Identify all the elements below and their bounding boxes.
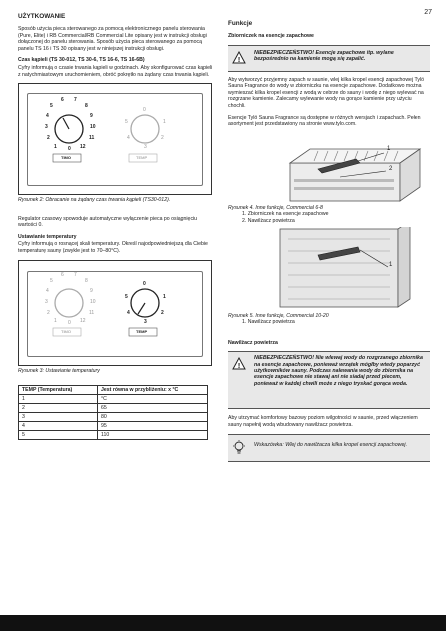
table-cell: 4 — [19, 421, 98, 430]
section-title-usage: UŻYTKOWANIE — [18, 13, 66, 20]
table-cell: 2 — [19, 403, 98, 412]
callout-number: 1 — [387, 145, 391, 152]
temperature-table — [18, 385, 208, 440]
heating-time-title: Czas kąpieli (TS 30-012, TS 30-6, TS 16-6, TS 16-6B) — [18, 57, 145, 64]
table-row — [19, 421, 208, 430]
dial-num: 12 — [80, 144, 86, 151]
dial-num: 5 — [50, 277, 53, 284]
table-cell: 80 — [98, 412, 208, 421]
heating-time-text: Cyfry informują o czasie trwania kąpieli w godzinach. Aby skonfigurować czas kąpieli z natychmiastowym uruchomieniem, obróć pokrętło na żądany czas trwania kąpieli. — [18, 64, 213, 78]
left-column — [18, 13, 214, 440]
dial-num: 2 — [47, 309, 50, 316]
dial-num: 9 — [90, 113, 93, 120]
dial-num: 8 — [85, 103, 88, 110]
figure-5-item: 1. Nawilżacz powietrza — [242, 319, 295, 326]
figure-4-item: 1. Zbiorniczek na esencje zapachowe — [242, 211, 329, 218]
dial-num: 6 — [61, 97, 64, 104]
danger-box-humidifier — [228, 351, 430, 409]
figure-3-panel — [18, 260, 212, 366]
dial-num: 4 — [46, 287, 49, 294]
dial-num: 2 — [47, 135, 50, 142]
temp-setting-title: Ustawianie temperatury — [18, 233, 77, 240]
temp-label: TEMP — [136, 155, 148, 161]
dial-num: 3 — [45, 298, 48, 305]
table-cell: 110 — [98, 430, 208, 439]
dial-num: 3 — [45, 124, 48, 131]
table-cell: 95 — [98, 421, 208, 430]
figure-3-caption: Rysunek 3: Ustawianie temperatury — [18, 367, 100, 374]
table-header-row — [19, 385, 208, 394]
dial-num: 7 — [74, 97, 77, 104]
table-cell: 5 — [19, 430, 98, 439]
fragrance-text-2: Esencje Tylö Sauna Fragrance są dostępne w różnych wersjach i zapachach. Pełen asortyment jest przedstawiony na stronie www.tylo.com. — [228, 114, 421, 128]
dial-num: 5 — [125, 293, 128, 300]
tip-box — [228, 434, 430, 462]
dial-num: 0 — [143, 107, 146, 114]
table-header-cell: Jest równa w przybliżeniu: x °C — [98, 385, 208, 394]
usage-intro: Sposób użycia pieca sterowanego za pomocą elektronicznego panelu sterowania (Pure, Elite) i RB Commercial/RB Commercial Lite opisany jest w instrukcji obsługi dołączonej do panelu sterowania. Sposób użycia pieca sterowanego za pomocą panelu TS 16 i TS 30 opisany jest w niniejszej instrukcji obsługi. — [18, 26, 207, 52]
dial-num: 5 — [125, 119, 128, 126]
temp-setting-text: Cyfry informują o rosnącej skali temperatury. Określ najodpowiedniejszą dla Ciebie temperaturę sauny (zwykle jest to 70–80°C). — [18, 241, 208, 254]
dial-num: 10 — [90, 124, 96, 131]
section-title-functions: Funkcje — [228, 20, 253, 27]
svg-text:!: ! — [237, 56, 241, 64]
svg-text:!: ! — [237, 363, 241, 371]
figure-4-illustration — [228, 133, 428, 203]
dial-num: 0 — [143, 280, 146, 287]
dial-num: 0 — [68, 146, 71, 153]
page-footer-bar — [0, 615, 446, 631]
dial-num: 11 — [89, 135, 95, 142]
table-cell: 65 — [98, 403, 208, 412]
dial-num: 1 — [163, 293, 166, 300]
heater-commercial-6-8-drawing — [228, 133, 428, 203]
humidifier-text: Aby utrzymać komfortowy bazowy poziom wilgotności w saunie, przed włączeniem sauny napełnij wodą wbudowany nawilżacz powietrza. — [228, 415, 418, 428]
dial-num: 3 — [144, 318, 147, 325]
timer-text: Regulator czasowy spowoduje automatyczne wyłączenie pieca po osiągnięciu wartości 0. — [18, 215, 198, 229]
table-header-cell: TEMP (Temperatura) — [19, 385, 98, 394]
dial-num: 4 — [46, 113, 49, 120]
lightbulb-icon — [232, 440, 246, 456]
dial-num: 1 — [54, 144, 57, 151]
dial-num: 9 — [90, 287, 93, 294]
dial-num: 3 — [144, 144, 147, 151]
dial-num: 5 — [50, 103, 53, 110]
humidifier-title: Nawilżacz powietrza — [228, 339, 278, 346]
dial-num: 8 — [85, 277, 88, 284]
dial-num: 7 — [74, 271, 77, 278]
danger-box-fragrance — [228, 45, 430, 72]
callout-number: 2 — [389, 165, 393, 172]
timer-label: TIMO — [61, 155, 71, 161]
table-row — [19, 403, 208, 412]
dial-num: 10 — [90, 298, 96, 305]
table-cell: °C — [98, 394, 208, 403]
dial-num: 4 — [127, 135, 130, 142]
danger-text: NIEBEZPIECZEŃSTWO! Nie wlewaj wody do rozgrzanego zbiornika na esencje zapachowe, ponieważ wrzątek mógłby wtedy poparzyć użytkowników sauny. Podczas nalewania wody do zbiornika na esencje zapachowe nie stawaj ani nie siadaj przed piecem, ponieważ w każdej chwili może z niego tryskać gorąca woda. — [254, 355, 423, 387]
figure-4-caption: Rysunek 4. Inne funkcje, Commercial 6-8 — [228, 204, 323, 211]
figure-4-item: 2. Nawilżacz powietrza — [242, 217, 295, 224]
fragrance-container-title: Zbiorniczek na esencje zapachowe — [228, 33, 314, 39]
table-cell: 1 — [19, 394, 98, 403]
dial-num: 0 — [68, 319, 71, 326]
callout-number: 1 — [389, 261, 393, 268]
dial-num: 1 — [54, 317, 57, 324]
page-number: 27 — [424, 9, 432, 16]
warning-icon — [232, 357, 246, 370]
dial-num: 6 — [61, 271, 64, 278]
figure-5-illustration — [228, 227, 428, 311]
dial-num: 12 — [80, 317, 86, 324]
heater-commercial-10-20-drawing — [228, 227, 428, 311]
timer-label: TIMO — [61, 328, 71, 334]
dial-num: 4 — [127, 309, 130, 316]
fragrance-text: Aby wytworzyć przyjemny zapach w saunie, wlej kilka kropel esencji zapachowej Tylö Sauna Fragrance do wody w zbiorniczku na esencje zapachowe. Dodatkowo można wymieszać kilka kropel esencji z wodą w cebrze do sauny i wodę z niego wylewać na rozgrzane kamienie. Zalecamy wylewanie wody na gorące kamienie przy użyciu chochli. — [228, 76, 424, 109]
dial-num: 11 — [89, 309, 95, 316]
tip-text: Wskazówka: Wlej do nawilżacza kilka kropel esencji zapachowej. — [254, 441, 408, 448]
dial-num: 2 — [161, 135, 164, 142]
dial-num: 1 — [163, 119, 166, 126]
table-row — [19, 430, 208, 439]
temp-label: TEMP — [136, 328, 148, 334]
dial-num: 2 — [161, 309, 164, 316]
figure-2-caption: Rysunek 2: Obracanie na żądany czas trwania kąpieli (TS30-012). — [18, 197, 171, 204]
table-row — [19, 412, 208, 421]
figure-2-panel — [18, 83, 212, 195]
table-row — [19, 394, 208, 403]
table-cell: 3 — [19, 412, 98, 421]
right-column — [228, 13, 430, 462]
danger-text: NIEBEZPIECZEŃSTWO! Esencje zapachowe itp. wylane bezpośrednio na kamienie mogą się zapalić. — [254, 49, 394, 62]
figure-5-caption: Rysunek 5. Inne funkcje, Commercial 10-20 — [228, 312, 329, 319]
warning-icon — [232, 51, 246, 64]
